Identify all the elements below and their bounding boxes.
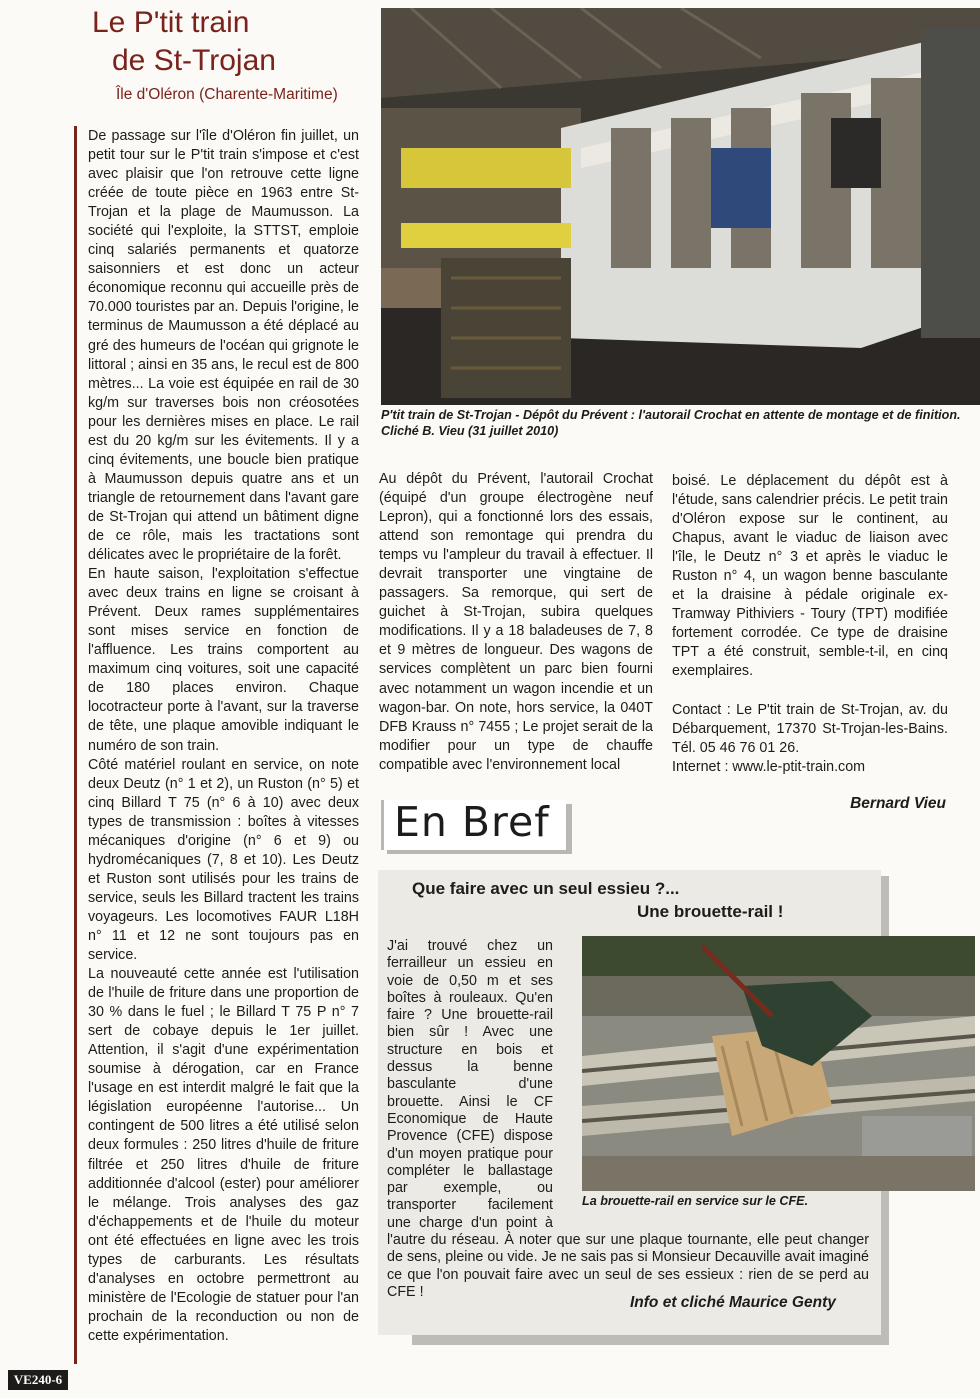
bref-question: Que faire avec un seul essieu ?...	[412, 879, 680, 898]
bref-paragraph: J'ai trouvé chez un ferrailleur un essieu en voie de 0,50 m et ses boîtes à rouleaux. Qu'en faire ? Une brouette-rail bien sûr ! Avec une structure en bois et dessus la benne basculante d'une brouette. Ainsi le CF Economique de Haute Provence (CFE) dispose d'un moyen pratique pour compléter le ballastage par exemple, ou transporter facilement une charge d'un point à l'autre du réseau. À noter que sur une plaque tournante, elle peut changer de sens, pleine ou vide. Je ne sais pas si Monsieur Decauville avait imaginé ce que l'on pouvait faire avec un seul de ses essieux : rien de se perd au CFE !	[387, 938, 869, 1300]
bref-signature: Info et cliché Maurice Genty	[630, 1294, 836, 1311]
photo-autorail-crochat	[381, 8, 980, 405]
photo-caption: La brouette-rail en service sur le CFE.	[582, 1194, 809, 1208]
paragraph: Au dépôt du Prévent, l'autorail Crochat (équipé d'un groupe électrogène neuf Lepron), qui a fonctionné lors des essais, attend son remontage qui prendra du temps vu l'ampleur du travail à effectuer. Il devrait transporter une vingtaine de passagers. Sa remorque, qui sert de guichet à St-Trojan, subira quelques modifications. Il y a 18 baladeuses de 7, 8 et 9 mètres de longueur. Des wagons de services complètent un parc bien fourni avec notamment un wagon incendie et un wagon-bar. On note, hors service, la 040T DFB Krauss n° 7455 ; Le projet serait de la modifier pour un type de chauffe compatible avec l'environnement local	[379, 471, 653, 773]
section-heading: En Bref	[394, 798, 550, 846]
title-line-1: Le P'tit train	[92, 6, 250, 39]
page-folio: VE240-6	[8, 1370, 68, 1390]
photo-caption: P'tit train de St-Trojan - Dépôt du Prévent : l'autorail Crochat en attente de montage et de finition. Cliché B. Vieu (31 juillet 2010)	[381, 408, 961, 438]
column-rule	[74, 126, 77, 1364]
contact-info: Contact : Le P'tit train de St-Trojan, av. du Débarquement, 17370 St-Trojan-les-Bains. Tél. 05 46 76 01 26.	[672, 701, 948, 756]
paragraph: Côté matériel roulant en service, on note deux Deutz (n° 1 et 2), un Ruston (n° 5) et cinq Billard T 75 (n° 6 à 10) avec deux types de transmission : boîtes à vitesses mécaniques d'origine (n° 6 et 9) ou hydromécaniques (7, 8 et 10). Les Deutz et Ruston sont utilisés pour les trains de service, seuls les Billard tractent les trains voyageurs. Les locomotives FAUR L18H n° 11 et 12 ne sont toujours pas en service.	[88, 756, 359, 964]
box-shadow	[412, 1335, 889, 1345]
photo-autorail-crochat-drawing	[381, 8, 980, 405]
photo-brouette-rail	[582, 936, 975, 1191]
internet-link: Internet : www.le-ptit-train.com	[672, 758, 866, 775]
article-column-1	[88, 127, 359, 1346]
paragraph: boisé. Le déplacement du dépôt est à l'étude, sans calendrier précis. Le petit train d'Oléron expose sur le continent, au Chapus, avant le viaduc de liaison avec l'île, le Deutz n° 3 et après le viaduc le Ruston n° 4, un wagon benne basculante et la draisine à pédale originale ex-Tramway Pithiviers - Toury (TPT) modifiée fortement corrodée. Ce type de draisine TPT a été construit, semble-t-il, en cinq exemplaires.	[672, 473, 948, 680]
bref-answer-title: Une brouette-rail !	[637, 902, 784, 921]
paragraph: En haute saison, l'exploitation s'effectue avec deux trains en ligne se croisant à Prévent. Deux rames supplémentaires sont mises service en fonction de l'affluence. Les trains comportent au maximum cinq voitures, soit une capacité de 180 places environ. Chaque locotracteur porte à l'avant, sur la traverse de tête, une plaque amovible indiquant le numéro de son train.	[88, 566, 359, 754]
article-subtitle: Île d'Oléron (Charente-Maritime)	[116, 86, 338, 103]
article-column-3	[672, 472, 948, 777]
photo-brouette-rail-drawing	[582, 936, 975, 1191]
title-line-2: de St-Trojan	[112, 44, 276, 77]
paragraph: De passage sur l'île d'Oléron fin juillet, un petit tour sur le P'tit train s'impose et c'est avec plaisir que l'on retrouve cette ligne créée de toute pièce en 1963 entre St-Trojan et la plage de Maumusson. La société qui l'exploite, la STTST, emploie cinq salariés permanents et quatorze saisonniers et est donc un acteur économique reconnu qui accueille près de 70.000 touristes par an. Depuis l'origine, le terminus de Maumusson a été déplacé au gré des humeurs de l'océan qui grignote le littoral ; ainsi en 35 ans, le recul est de 800 mètres... La voie est équipée en rail de 30 kg/m sur traverses bois non créosotées pour les dernières mises en place. Le rail est du 20 kg/m sur les évitements. Il y a cinq évitements, une boucle bien pratique à Maumusson depuis quatre ans et un triangle de retournement dans l'avant gare de St-Trojan qui attend un bâtiment digne de ce rôle, mais les tractations sont délicates avec le propriétaire de la forêt.	[88, 128, 360, 564]
paragraph: La nouveauté cette année est l'utilisation de l'huile de friture dans une proportion de 30 % dans le fuel ; le Billard T 75 P n° 7 sert de cobaye depuis le 1er juillet. Attention, il s'agit d'une expérimentation soumise à dérogation, car en France l'usage en est interdit malgré le fait que la législation européenne l'autorise... Un contingent de 500 litres a été utilisé selon deux formules : 250 litres d'huile de friture filtrée et 250 litres d'huile de friture additionnée d'alcool (ester) pour améliorer le mélange. Trois analyses des gaz d'échappements et de l'huile du moteur ont été effectuées en ligne avec les trois types de carburants. Les résultats d'analyses en octobre permettront au ministère de l'Ecologie de statuer pour l'an prochain de la reconduction ou non de cette expérimentation.	[88, 966, 359, 1344]
author-signature: Bernard Vieu	[850, 795, 946, 812]
article-title	[92, 4, 276, 80]
article-column-2	[379, 470, 653, 775]
